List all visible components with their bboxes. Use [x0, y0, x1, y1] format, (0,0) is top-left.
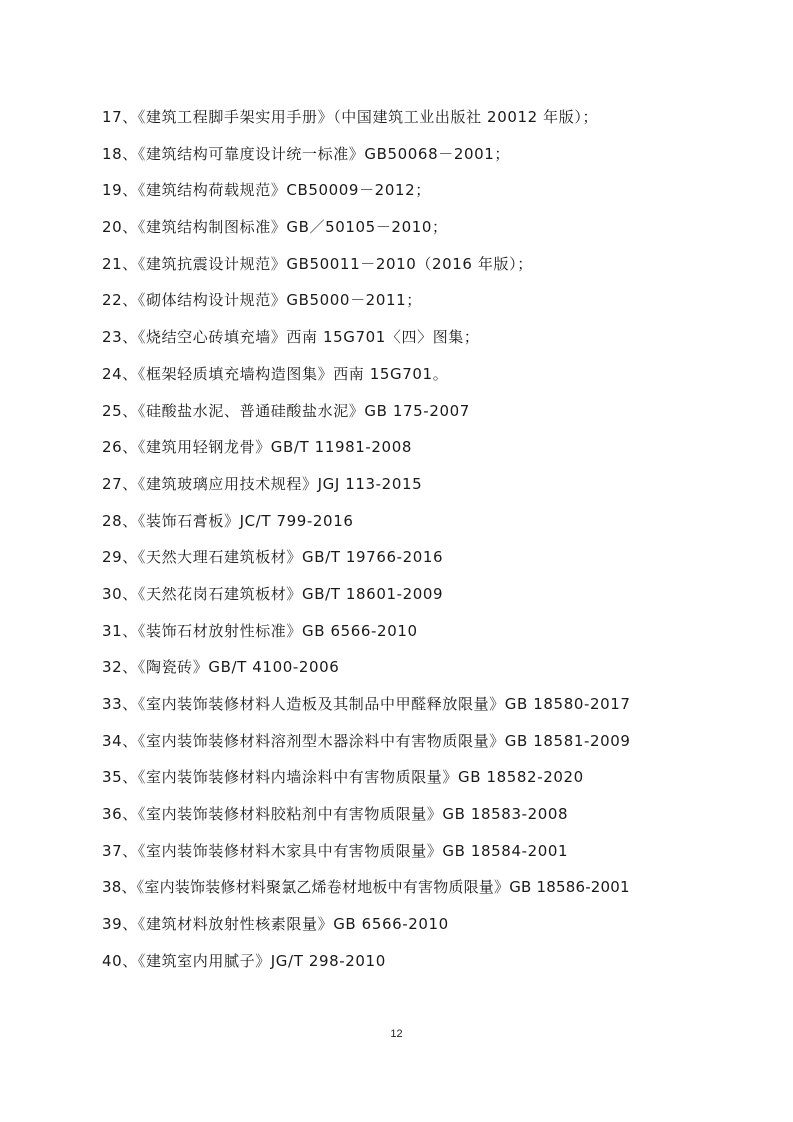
reference-item-20: 20、《建筑结构制图标准》GB／50105－2010； [102, 218, 448, 237]
reference-item-33: 33、《室内装饰装修材料人造板及其制品中甲醛释放限量》GB 18580-2017 [102, 695, 631, 713]
reference-item-19: 19、《建筑结构荷载规范》CB50009－2012； [102, 181, 431, 200]
reference-item-29: 29、《天然大理石建筑板材》GB/T 19766-2016 [102, 548, 444, 567]
reference-item-23: 23、《烧结空心砖填充墙》西南 15G701〈四〉图集； [102, 328, 480, 347]
page-number: 12 [390, 1028, 403, 1040]
reference-item-32: 32、《陶瓷砖》GB/T 4100-2006 [102, 658, 340, 677]
reference-item-31: 31、《装饰石材放射性标准》GB 6566-2010 [102, 621, 418, 640]
reference-item-40: 40、《建筑室内用腻子》JG/T 298-2010 [102, 951, 386, 970]
reference-item-36: 36、《室内装饰装修材料胶粘剂中有害物质限量》GB 18583-2008 [102, 805, 569, 824]
reference-item-39: 39、《建筑材料放射性核素限量》GB 6566-2010 [102, 915, 449, 934]
reference-item-17: 17、《建筑工程脚手架实用手册》（中国建筑工业出版社 20012 年版）； [102, 108, 599, 126]
reference-item-35: 35、《室内装饰装修材料内墙涂料中有害物质限量》GB 18582-2020 [102, 768, 584, 787]
reference-item-27: 27、《建筑玻璃应用技术规程》JGJ 113-2015 [102, 474, 423, 493]
reference-item-18: 18、《建筑结构可靠度设计统一标准》GB50068－2001； [102, 144, 510, 163]
reference-item-22: 22、《砌体结构设计规范》GB5000－2011； [102, 291, 422, 310]
reference-item-30: 30、《天然花岗石建筑板材》GB/T 18601-2009 [102, 584, 444, 603]
reference-item-37: 37、《室内装饰装修材料木家具中有害物质限量》GB 18584-2001 [102, 841, 569, 860]
reference-item-24: 24、《框架轻质填充墙构造图集》西南 15G701。 [102, 364, 449, 383]
reference-item-38: 38、《室内装饰装修材料聚氯乙烯卷材地板中有害物质限量》GB 18586-2001 [102, 878, 630, 897]
reference-item-26: 26、《建筑用轻钢龙骨》GB/T 11981-2008 [102, 438, 412, 457]
reference-list [102, 104, 772, 985]
reference-item-25: 25、《硅酸盐水泥、普通硅酸盐水泥》GB 175-2007 [102, 401, 470, 420]
reference-item-28: 28、《装饰石膏板》JC/T 799-2016 [102, 511, 354, 530]
reference-item-21: 21、《建筑抗震设计规范》GB50011－2010（2016 年版）； [102, 254, 533, 273]
reference-item-34: 34、《室内装饰装修材料溶剂型木器涂料中有害物质限量》GB 18581-2009 [102, 731, 631, 750]
